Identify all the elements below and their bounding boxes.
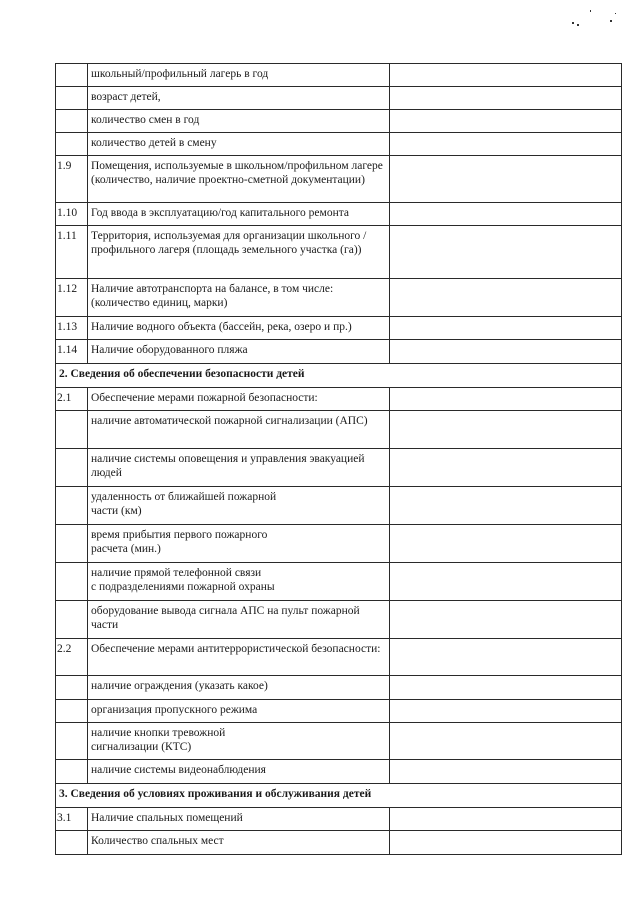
table-row [56, 487, 622, 525]
value-cell[interactable] [390, 156, 622, 203]
section-title: 3. Сведения об условиях проживания и обслуживания детей [56, 784, 622, 808]
item-number [56, 831, 88, 855]
value-cell[interactable] [390, 760, 622, 784]
table-row [56, 639, 622, 676]
scan-speck [577, 24, 579, 26]
value-cell[interactable] [390, 226, 622, 279]
table-row [56, 203, 622, 226]
item-description: организация пропускного режима [88, 700, 390, 723]
item-description: наличие кнопки тревожной сигнализации (КТС) [88, 723, 390, 760]
item-number: 1.13 [56, 317, 88, 340]
form-table-body [56, 64, 622, 855]
value-cell[interactable] [390, 388, 622, 411]
item-description: наличие автоматической пожарной сигнализации (АПС) [88, 411, 390, 449]
table-row [56, 723, 622, 760]
value-cell[interactable] [390, 87, 622, 110]
item-number [56, 487, 88, 525]
table-row [56, 87, 622, 110]
item-description: наличие системы видеонаблюдения [88, 760, 390, 784]
value-cell[interactable] [390, 525, 622, 563]
item-number [56, 411, 88, 449]
value-cell[interactable] [390, 340, 622, 364]
item-number [56, 64, 88, 87]
table-row [56, 64, 622, 87]
item-description: Территория, используемая для организации школьного /профильного лагеря (площадь земельного участка (га)) [88, 226, 390, 279]
item-description: удаленность от ближайшей пожарной части (км) [88, 487, 390, 525]
item-number: 1.12 [56, 279, 88, 317]
form-table [55, 63, 622, 855]
value-cell[interactable] [390, 110, 622, 133]
item-number [56, 601, 88, 639]
table-row [56, 808, 622, 831]
table-row [56, 676, 622, 700]
table-row [56, 525, 622, 563]
item-number [56, 700, 88, 723]
value-cell[interactable] [390, 700, 622, 723]
table-row [56, 411, 622, 449]
item-description: Обеспечение мерами антитеррористической безопасности: [88, 639, 390, 676]
item-number [56, 133, 88, 156]
item-description: Год ввода в эксплуатацию/год капитального ремонта [88, 203, 390, 226]
scan-speck [572, 22, 574, 24]
table-row [56, 340, 622, 364]
item-number: 1.11 [56, 226, 88, 279]
item-number [56, 760, 88, 784]
item-number [56, 723, 88, 760]
table-row [56, 700, 622, 723]
table-row [56, 226, 622, 279]
value-cell[interactable] [390, 676, 622, 700]
table-row [56, 133, 622, 156]
table-row [56, 831, 622, 855]
table-row [56, 449, 622, 487]
item-description: Обеспечение мерами пожарной безопасности: [88, 388, 390, 411]
value-cell[interactable] [390, 487, 622, 525]
table-row [56, 388, 622, 411]
value-cell[interactable] [390, 723, 622, 760]
item-number: 1.10 [56, 203, 88, 226]
table-row [56, 601, 622, 639]
item-description: оборудование вывода сигнала АПС на пульт пожарной части [88, 601, 390, 639]
value-cell[interactable] [390, 411, 622, 449]
item-description: Количество спальных мест [88, 831, 390, 855]
item-description: Наличие водного объекта (бассейн, река, озеро и пр.) [88, 317, 390, 340]
table-row [56, 317, 622, 340]
value-cell[interactable] [390, 808, 622, 831]
item-description: Наличие оборудованного пляжа [88, 340, 390, 364]
value-cell[interactable] [390, 563, 622, 601]
item-number [56, 449, 88, 487]
section-title: 2. Сведения об обеспечении безопасности детей [56, 364, 622, 388]
item-description: Наличие спальных помещений [88, 808, 390, 831]
section-header-row [56, 364, 622, 388]
item-number [56, 110, 88, 133]
item-description: количество смен в год [88, 110, 390, 133]
value-cell[interactable] [390, 203, 622, 226]
item-description: наличие прямой телефонной связи с подразделениями пожарной охраны [88, 563, 390, 601]
table-row [56, 760, 622, 784]
value-cell[interactable] [390, 831, 622, 855]
item-description: количество детей в смену [88, 133, 390, 156]
item-number [56, 563, 88, 601]
scan-speck [615, 13, 616, 14]
item-number: 3.1 [56, 808, 88, 831]
table-row [56, 110, 622, 133]
item-description: Помещения, используемые в школьном/профильном лагере (количество, наличие проектно-сметной документации) [88, 156, 390, 203]
scan-speck [610, 20, 612, 22]
value-cell[interactable] [390, 279, 622, 317]
item-number [56, 525, 88, 563]
value-cell[interactable] [390, 133, 622, 156]
item-number: 1.14 [56, 340, 88, 364]
table-row [56, 279, 622, 317]
value-cell[interactable] [390, 64, 622, 87]
value-cell[interactable] [390, 639, 622, 676]
item-number [56, 87, 88, 110]
section-header-row [56, 784, 622, 808]
item-number: 1.9 [56, 156, 88, 203]
table-row [56, 156, 622, 203]
item-description: наличие ограждения (указать какое) [88, 676, 390, 700]
item-number: 2.2 [56, 639, 88, 676]
value-cell[interactable] [390, 601, 622, 639]
item-description: Наличие автотранспорта на балансе, в том числе: (количество единиц, марки) [88, 279, 390, 317]
item-description: время прибытия первого пожарного расчета (мин.) [88, 525, 390, 563]
item-description: возраст детей, [88, 87, 390, 110]
item-description: школьный/профильный лагерь в год [88, 64, 390, 87]
item-number: 2.1 [56, 388, 88, 411]
item-description: наличие системы оповещения и управления эвакуацией людей [88, 449, 390, 487]
item-number [56, 676, 88, 700]
scan-speck [590, 10, 591, 12]
value-cell[interactable] [390, 317, 622, 340]
table-row [56, 563, 622, 601]
value-cell[interactable] [390, 449, 622, 487]
